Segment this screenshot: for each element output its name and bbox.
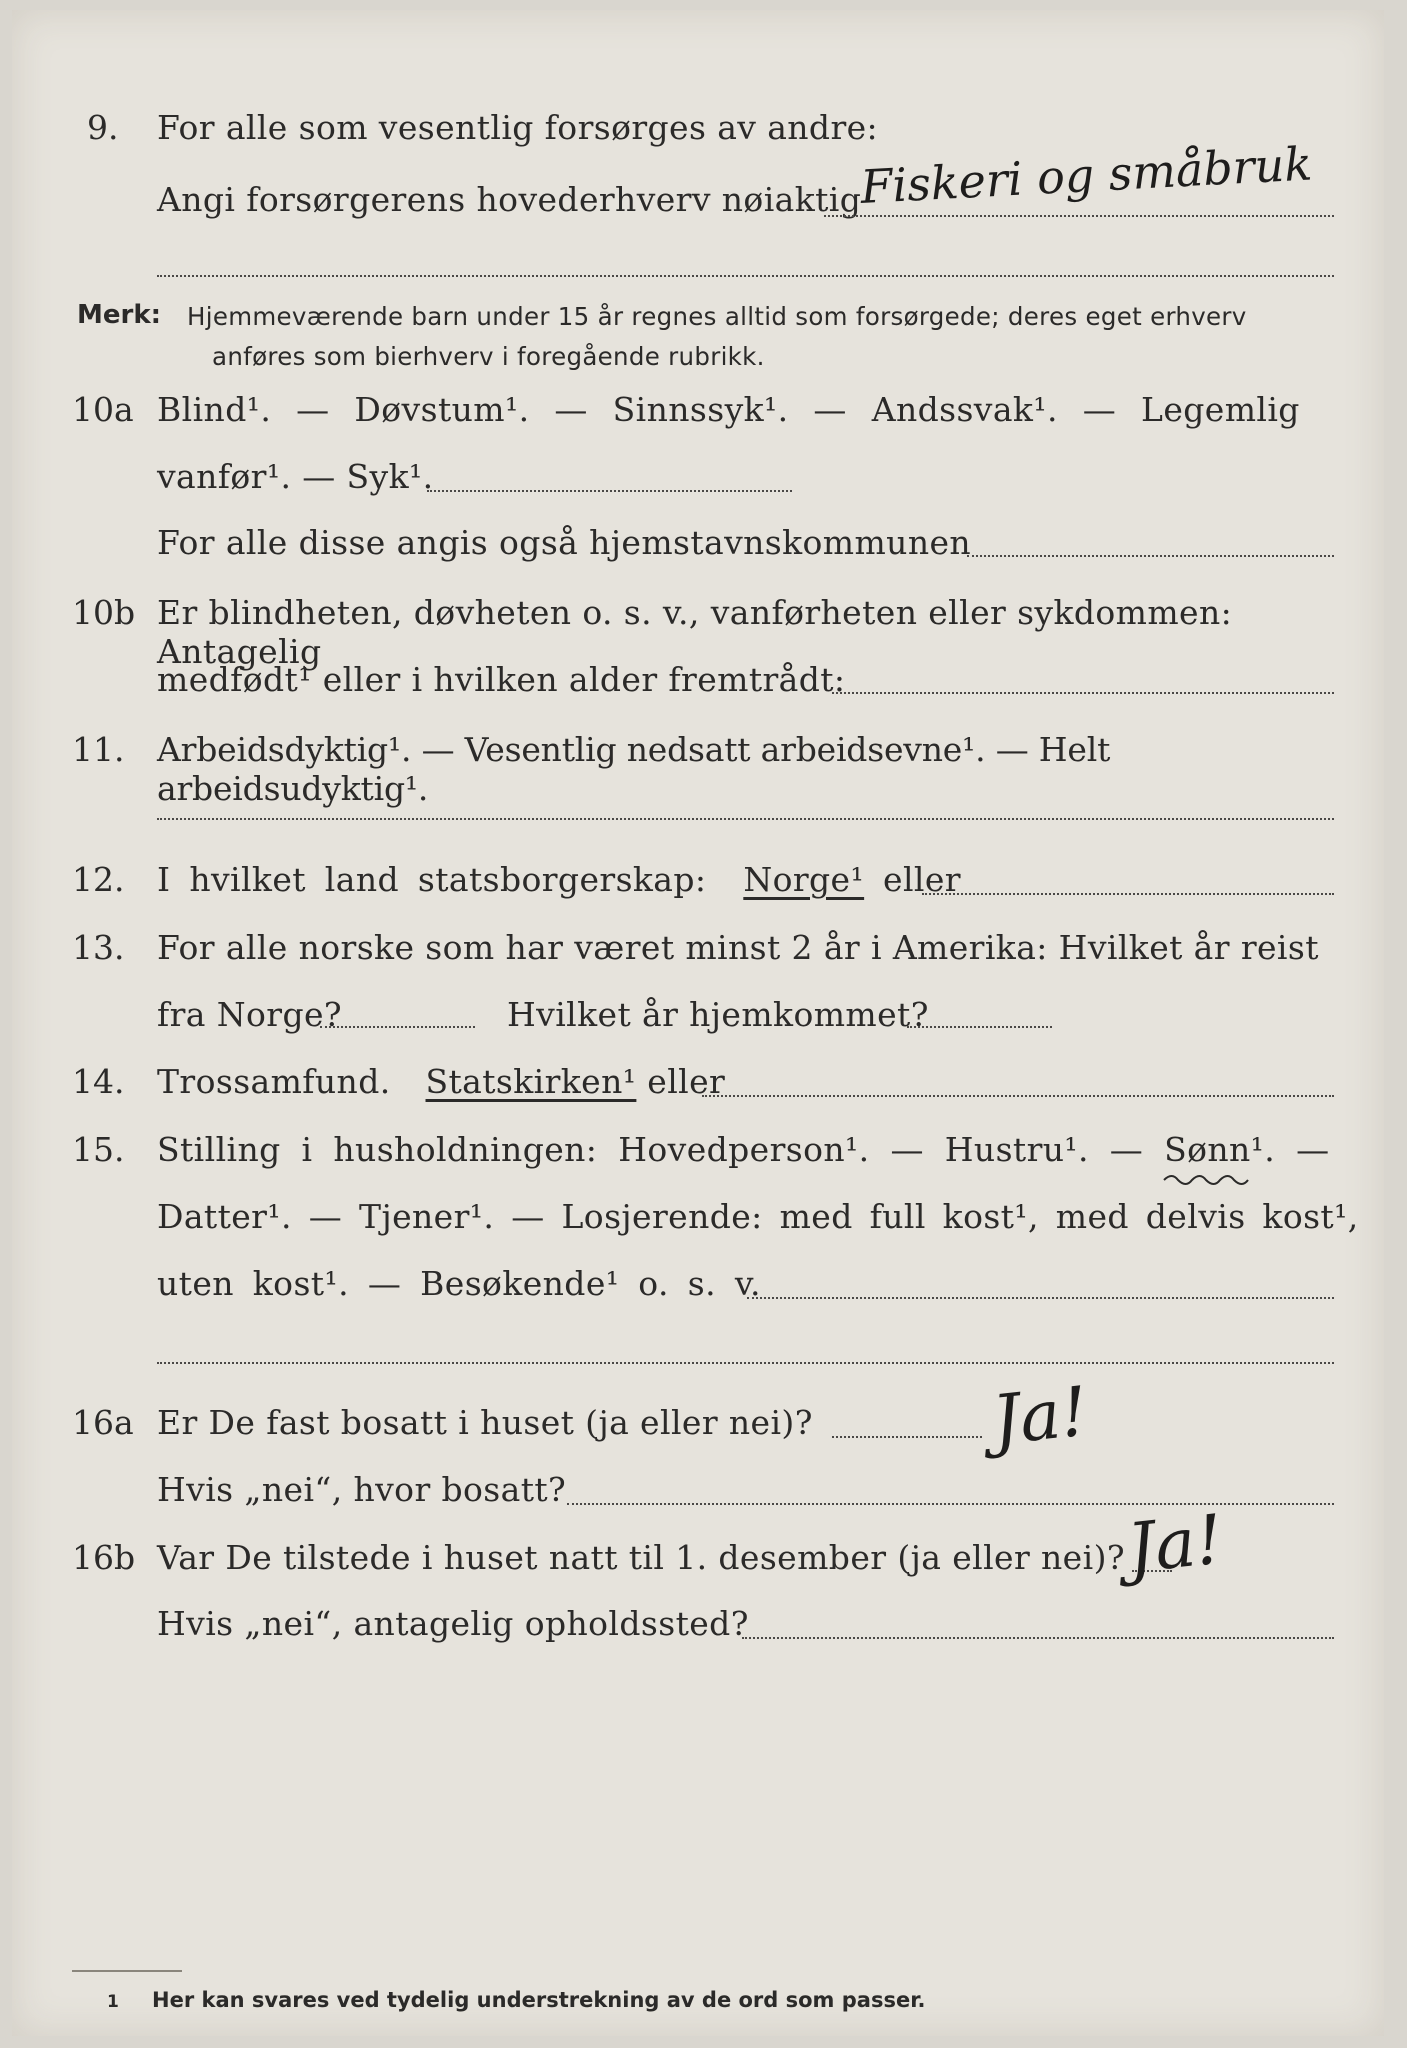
q16a-line2: Hvis „nei“, hvor bosatt?	[157, 1470, 567, 1509]
q14-number: 14.	[72, 1062, 125, 1101]
q13-hjemkommet-line	[907, 1026, 1052, 1028]
merk-label: Merk:	[77, 300, 162, 330]
q9-handwritten-answer: Fiskeri og småbruk	[859, 136, 1314, 214]
q16a-number: 16a	[72, 1403, 134, 1442]
footnote-rule	[72, 1970, 182, 1972]
q11-line1: Arbeidsdyktig¹. — Vesentlig nedsatt arbeidsevne¹. — Helt arbeidsudyktig¹.	[157, 730, 1111, 808]
q13-number: 13.	[72, 928, 125, 967]
q10b-answer-line	[832, 692, 1334, 694]
q14-statskirken-underlined: Statskirken¹	[425, 1062, 637, 1101]
census-form-page	[12, 10, 1384, 2036]
q11-number: 11.	[72, 730, 125, 769]
q10a-line3: For alle disse angis også hjemstavnskommunen	[157, 523, 972, 562]
q9-question-line2: Angi forsørgerens hovederhverv nøiaktig	[157, 180, 862, 219]
q10b-line2: medfødt¹ eller i hvilken alder fremtrådt:	[157, 660, 846, 699]
q16a-handwritten-answer: Ja!	[988, 1372, 1092, 1461]
q16b-opholdssted-line	[742, 1637, 1334, 1639]
q14-line	[157, 1062, 725, 1101]
q13-line2a: fra Norge?	[157, 995, 343, 1034]
q16a-bosatt-line	[567, 1503, 1334, 1505]
q15-number: 15.	[72, 1130, 125, 1169]
q12-eller: eller	[883, 860, 961, 899]
q12-number: 12.	[72, 860, 125, 899]
q16b-line1: Var De tilstede i huset natt til 1. desember (ja eller nei)?	[157, 1538, 1125, 1577]
q16a-line1: Er De fast bosatt i huset (ja eller nei)?	[157, 1403, 813, 1442]
footnote-text: Her kan svares ved tydelig understrekning av de ord som passer.	[152, 1988, 926, 2012]
q10b-number: 10b	[72, 593, 136, 632]
q12-answer-line	[922, 893, 1334, 895]
q9-extra-line	[157, 275, 1334, 277]
merk-text-line1: Hjemmeværende barn under 15 år regnes alltid som forsørgede; deres eget erhverv	[187, 302, 1247, 331]
q12-line	[157, 860, 961, 899]
q16a-answer-line	[832, 1436, 982, 1438]
q10b-line1: Er blindheten, døvheten o. s. v., vanførheten eller sykdommen: Antagelig	[157, 593, 1233, 671]
q16b-handwritten-answer: Ja!	[1123, 1500, 1227, 1589]
q13-reist-line	[320, 1026, 475, 1028]
q15-line1: Stilling i husholdningen: Hovedperson¹. — Hustru¹. — Sønn¹. —	[157, 1130, 1330, 1169]
q9-number: 9.	[87, 108, 119, 147]
q16b-number: 16b	[72, 1538, 136, 1577]
q14-label: Trossamfund.	[157, 1062, 391, 1101]
q14-eller: eller	[647, 1062, 726, 1101]
q15-line3: uten kost¹. — Besøkende¹ o. s. v.	[157, 1264, 761, 1303]
q15-extra-line	[157, 1362, 1334, 1364]
q9-question-line1: For alle som vesentlig forsørges av andre:	[157, 108, 879, 147]
merk-text-line2: anføres som bierhverv i foregående rubrikk.	[212, 342, 765, 371]
q11-extra-line	[157, 818, 1334, 820]
q10a-kommune-line	[967, 555, 1334, 557]
q16b-line2: Hvis „nei“, antagelig opholdssted?	[157, 1604, 749, 1643]
footnote-marker: 1	[107, 1992, 119, 2012]
q13-line2b: Hvilket år hjemkommet?	[507, 995, 929, 1034]
q12-norge-underlined: Norge¹	[743, 860, 865, 899]
q10a-line2: vanfør¹. — Syk¹.	[157, 457, 434, 496]
q10a-syk-line	[427, 490, 792, 492]
q15-line2: Datter¹. — Tjener¹. — Losjerende: med full kost¹, med delvis kost¹,	[157, 1197, 1359, 1236]
q9-answer-line	[824, 215, 1334, 217]
q14-answer-line	[702, 1095, 1334, 1097]
q15-sonn-scribble	[1162, 1170, 1257, 1190]
q10a-number: 10a	[72, 390, 134, 429]
q15-answer-line	[747, 1297, 1334, 1299]
q13-line1: For alle norske som har været minst 2 år i Amerika: Hvilket år reist	[157, 928, 1319, 967]
q12-question-text: I hvilket land statsborgerskap:	[157, 860, 707, 899]
q10a-line1: Blind¹. — Døvstum¹. — Sinnssyk¹. — Andssvak¹. — Legemlig	[157, 390, 1300, 429]
